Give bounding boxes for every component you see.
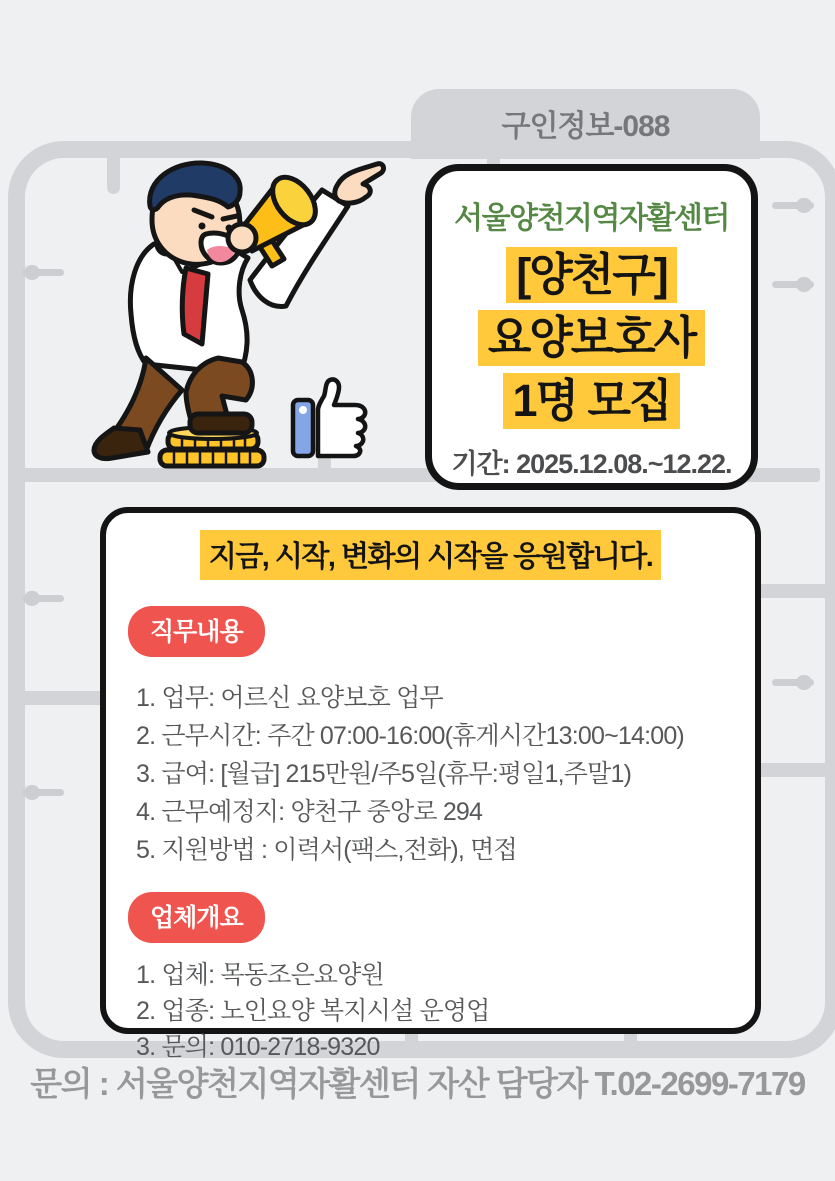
list-item: 3. 급여: [월급] 215만원/주5일(휴무:평일1,주말1) bbox=[136, 760, 632, 788]
job-description-list bbox=[136, 679, 755, 869]
section-badge-job-description: 직무내용 bbox=[128, 606, 265, 657]
sprue-pin bbox=[772, 281, 814, 288]
application-period: 기간: 2025.12.08.~12.22. bbox=[451, 449, 732, 479]
organization-name: 서울양천지역자활센터 bbox=[454, 202, 729, 235]
list-item: 2. 업종: 노인요양 복지시설 운영업 bbox=[136, 997, 490, 1025]
title-card bbox=[425, 164, 758, 490]
sprue-bar bbox=[20, 691, 106, 705]
poster-number-label: 구인정보-088 bbox=[501, 110, 670, 143]
headline-line-count: 1명 모집 bbox=[503, 373, 681, 429]
list-item: 1. 업무: 어르신 요양보호 업무 bbox=[136, 684, 443, 712]
main-card bbox=[100, 507, 761, 1061]
sprue-pin bbox=[22, 789, 64, 796]
recruitment-headline bbox=[432, 247, 751, 429]
section-badge-company-overview: 업체개요 bbox=[128, 892, 265, 943]
list-item: 5. 지원방법 : 이력서(팩스,전화), 면접 bbox=[136, 836, 517, 864]
sprue-bar bbox=[757, 584, 835, 598]
list-item: 1. 업체: 목동조은요양원 bbox=[136, 961, 384, 989]
slogan bbox=[106, 530, 755, 580]
thumbs-up-icon bbox=[287, 374, 375, 462]
list-item: 2. 근무시간: 주간 07:00-16:00(휴게시간13:00~14:00) bbox=[136, 722, 684, 750]
slogan-text: 지금, 시작, 변화의 시작을 응원합니다. bbox=[200, 530, 662, 580]
sprue-bar bbox=[757, 763, 835, 777]
sprue-pin bbox=[772, 679, 814, 686]
company-overview-list bbox=[136, 957, 755, 1065]
headline-line-job: 요양보호사 bbox=[478, 310, 705, 366]
list-item: 4. 근무예정지: 양천구 중앙로 294 bbox=[136, 798, 483, 826]
sprue-pin bbox=[22, 595, 64, 602]
footer-contact: 문의 : 서울양천지역자활센터 자산 담당자 T.02-2699-7179 bbox=[30, 1065, 805, 1102]
sprue-pin bbox=[772, 202, 814, 209]
headline-line-district: [양천구] bbox=[506, 247, 676, 303]
sprue-pin bbox=[22, 269, 64, 276]
list-item: 3. 문의: 010-2718-9320 bbox=[136, 1033, 380, 1061]
